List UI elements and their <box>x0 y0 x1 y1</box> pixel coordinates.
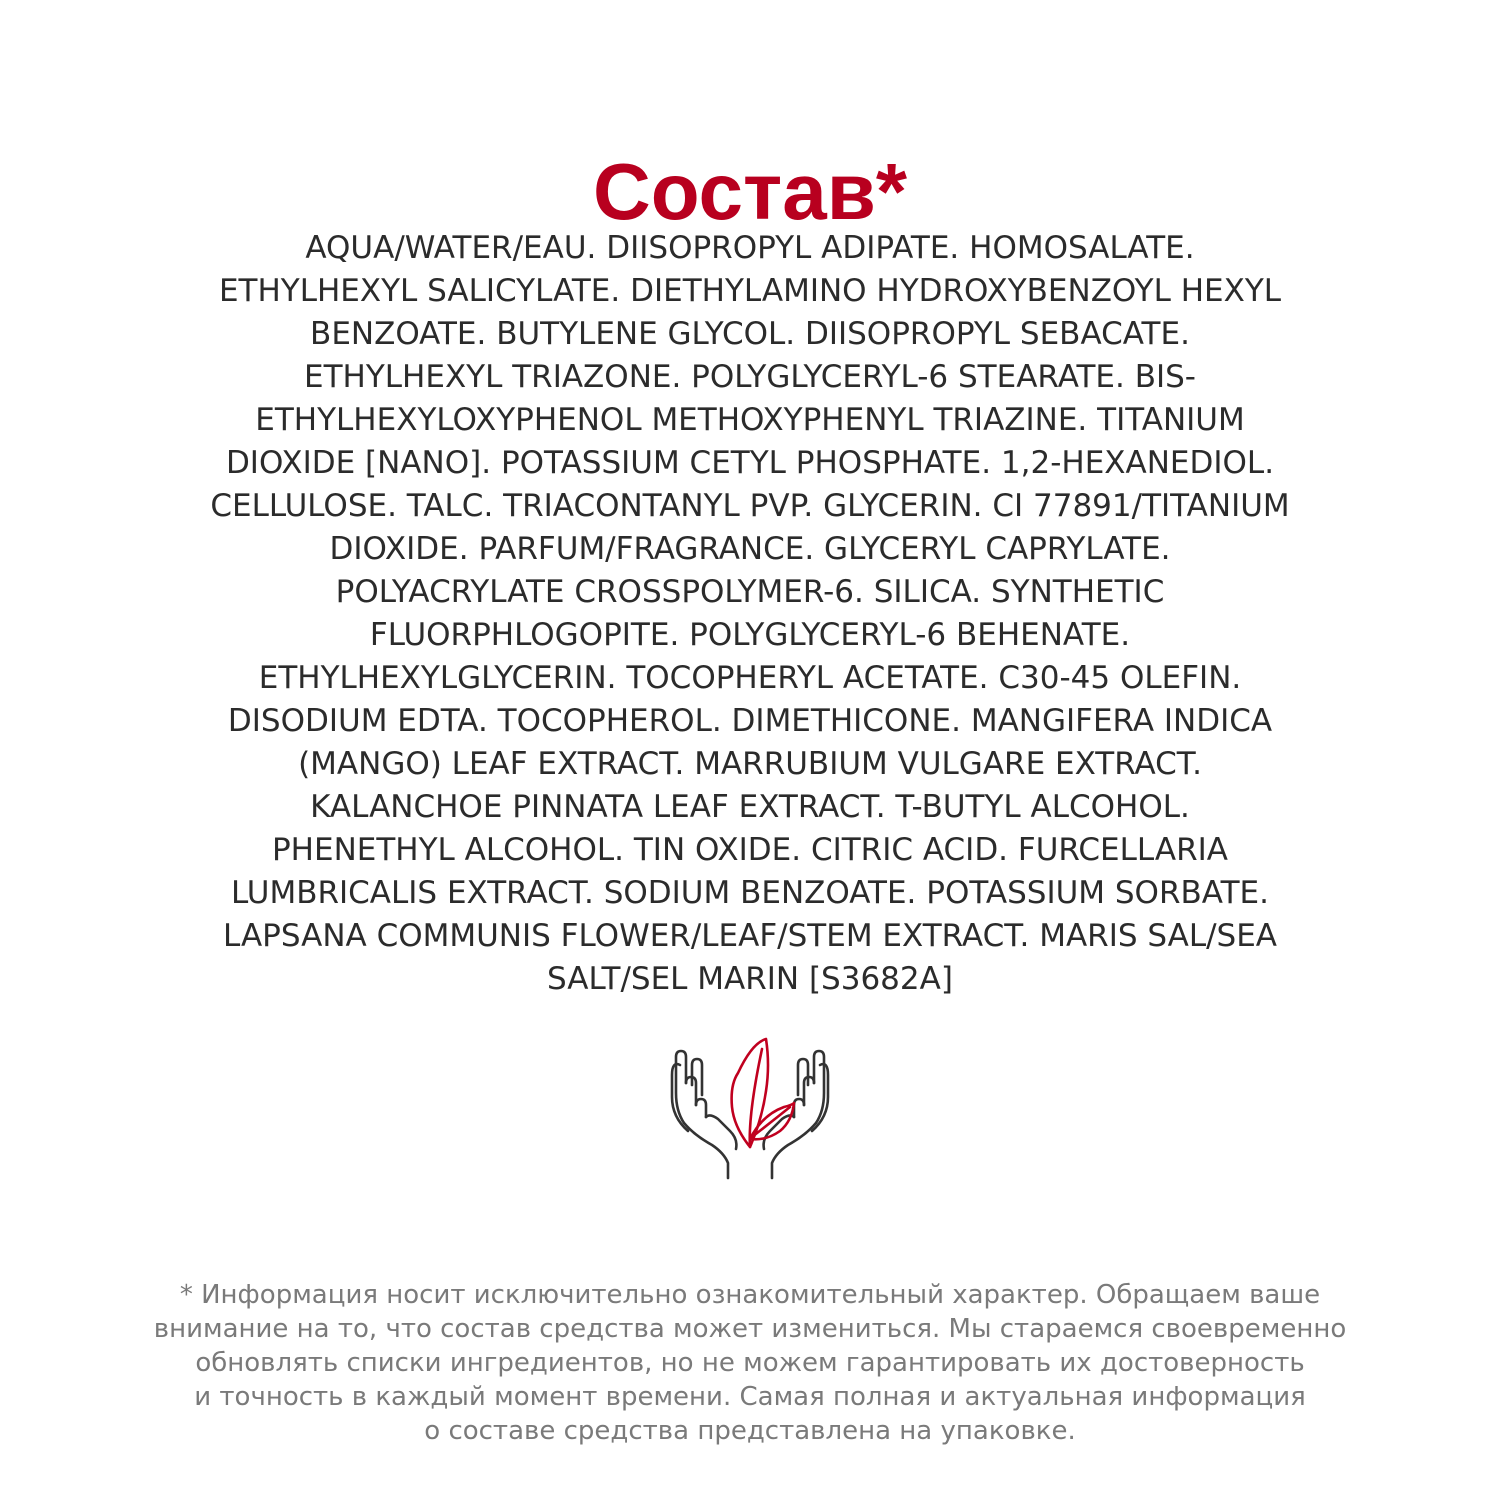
ingredient-line-text: DIOXIDE [NANO]. POTASSIUM CETYL PHOSPHATE. 1,2-HEXANEDIOL. <box>225 445 1275 481</box>
ingredient-line-text: (MANGO) LEAF EXTRACT. MARRUBIUM VULGARE EXTRACT. <box>298 746 1202 782</box>
ingredient-line <box>0 614 1500 657</box>
ingredient-line <box>0 442 1500 485</box>
ingredient-line-text: FLUORPHLOGOPITE. POLYGLYCERYL-6 BEHENATE. <box>369 617 1131 653</box>
ingredient-line <box>0 485 1500 528</box>
ingredient-line-text: KALANCHOE PINNATA LEAF EXTRACT. T-BUTYL ALCOHOL. <box>310 789 1190 825</box>
ingredient-line <box>0 313 1500 356</box>
hands-holding-leaves-icon <box>666 1035 834 1180</box>
ingredient-line <box>0 227 1500 270</box>
ingredient-line-text: AQUA/WATER/EAU. DIISOPROPYL ADIPATE. HOMOSALATE. <box>305 230 1195 266</box>
ingredient-line <box>0 528 1500 571</box>
footnote-line-text: внимание на то, что состав средства может измениться. Мы стараемся своевременно <box>153 1314 1347 1344</box>
ingredient-line <box>0 700 1500 743</box>
page-title: Состав* <box>592 146 908 236</box>
ingredient-line <box>0 571 1500 614</box>
ingredient-line-text: PHENETHYL ALCOHOL. TIN OXIDE. CITRIC ACID. FURCELLARIA <box>271 832 1228 868</box>
ingredient-line-text: POLYACRYLATE CROSSPOLYMER-6. SILICA. SYNTHETIC <box>335 574 1165 610</box>
ingredient-line-text: SALT/SEL MARIN [S3682A] <box>547 961 953 997</box>
ingredient-line-text: LAPSANA COMMUNIS FLOWER/LEAF/STEM EXTRACT. MARIS SAL/SEA <box>222 918 1278 954</box>
ingredient-line-text: BENZOATE. BUTYLENE GLYCOL. DIISOPROPYL SEBACATE. <box>310 316 1190 352</box>
ingredient-line <box>0 915 1500 958</box>
ingredient-line-text: ETHYLHEXYL SALICYLATE. DIETHYLAMINO HYDROXYBENZOYL HEXYL <box>218 273 1282 309</box>
right-hand-icon <box>764 1051 828 1178</box>
ingredient-line <box>0 958 1500 1001</box>
footnote-line-text: обновлять списки ингредиентов, но не можем гарантировать их достоверность <box>195 1348 1305 1378</box>
ingredient-line <box>0 829 1500 872</box>
ingredient-line-text: ETHYLHEXYLOXYPHENOL METHOXYPHENYL TRIAZINE. TITANIUM <box>255 402 1245 438</box>
ingredient-line <box>0 657 1500 700</box>
footnote-line <box>0 1414 1500 1448</box>
ingredient-line <box>0 786 1500 829</box>
footnote-line <box>0 1278 1500 1312</box>
footnote-line-text: и точность в каждый момент времени. Самая полная и актуальная информация <box>194 1382 1306 1412</box>
ingredient-line <box>0 743 1500 786</box>
ingredient-line <box>0 270 1500 313</box>
ingredient-line-text: LUMBRICALIS EXTRACT. SODIUM BENZOATE. POTASSIUM SORBATE. <box>231 875 1269 911</box>
ingredient-line-text: CELLULOSE. TALC. TRIACONTANYL PVP. GLYCERIN. CI 77891/TITANIUM <box>210 488 1290 524</box>
footnote-line-text: о составе средства представлена на упаковке. <box>424 1416 1076 1446</box>
footnote-line <box>0 1346 1500 1380</box>
ingredient-line <box>0 872 1500 915</box>
disclaimer-footnote <box>0 1278 1500 1448</box>
left-hand-icon <box>672 1051 736 1178</box>
footnote-line <box>0 1312 1500 1346</box>
footnote-line <box>0 1380 1500 1414</box>
ingredient-line <box>0 356 1500 399</box>
ingredient-line <box>0 399 1500 442</box>
ingredient-line-text: DIOXIDE. PARFUM/FRAGRANCE. GLYCERYL CAPRYLATE. <box>329 531 1171 567</box>
ingredient-line-text: ETHYLHEXYLGLYCERIN. TOCOPHERYL ACETATE. C30-45 OLEFIN. <box>258 660 1242 696</box>
footnote-line-text: * Информация носит исключительно ознакомительный характер. Обращаем ваше <box>179 1280 1321 1310</box>
leaves-icon <box>732 1039 794 1147</box>
ingredient-line-text: ETHYLHEXYL TRIAZONE. POLYGLYCERYL-6 STEARATE. BIS- <box>304 359 1196 395</box>
ingredient-line-text: DISODIUM EDTA. TOCOPHEROL. DIMETHICONE. MANGIFERA INDICA <box>227 703 1273 739</box>
ingredients-list <box>0 227 1500 1001</box>
